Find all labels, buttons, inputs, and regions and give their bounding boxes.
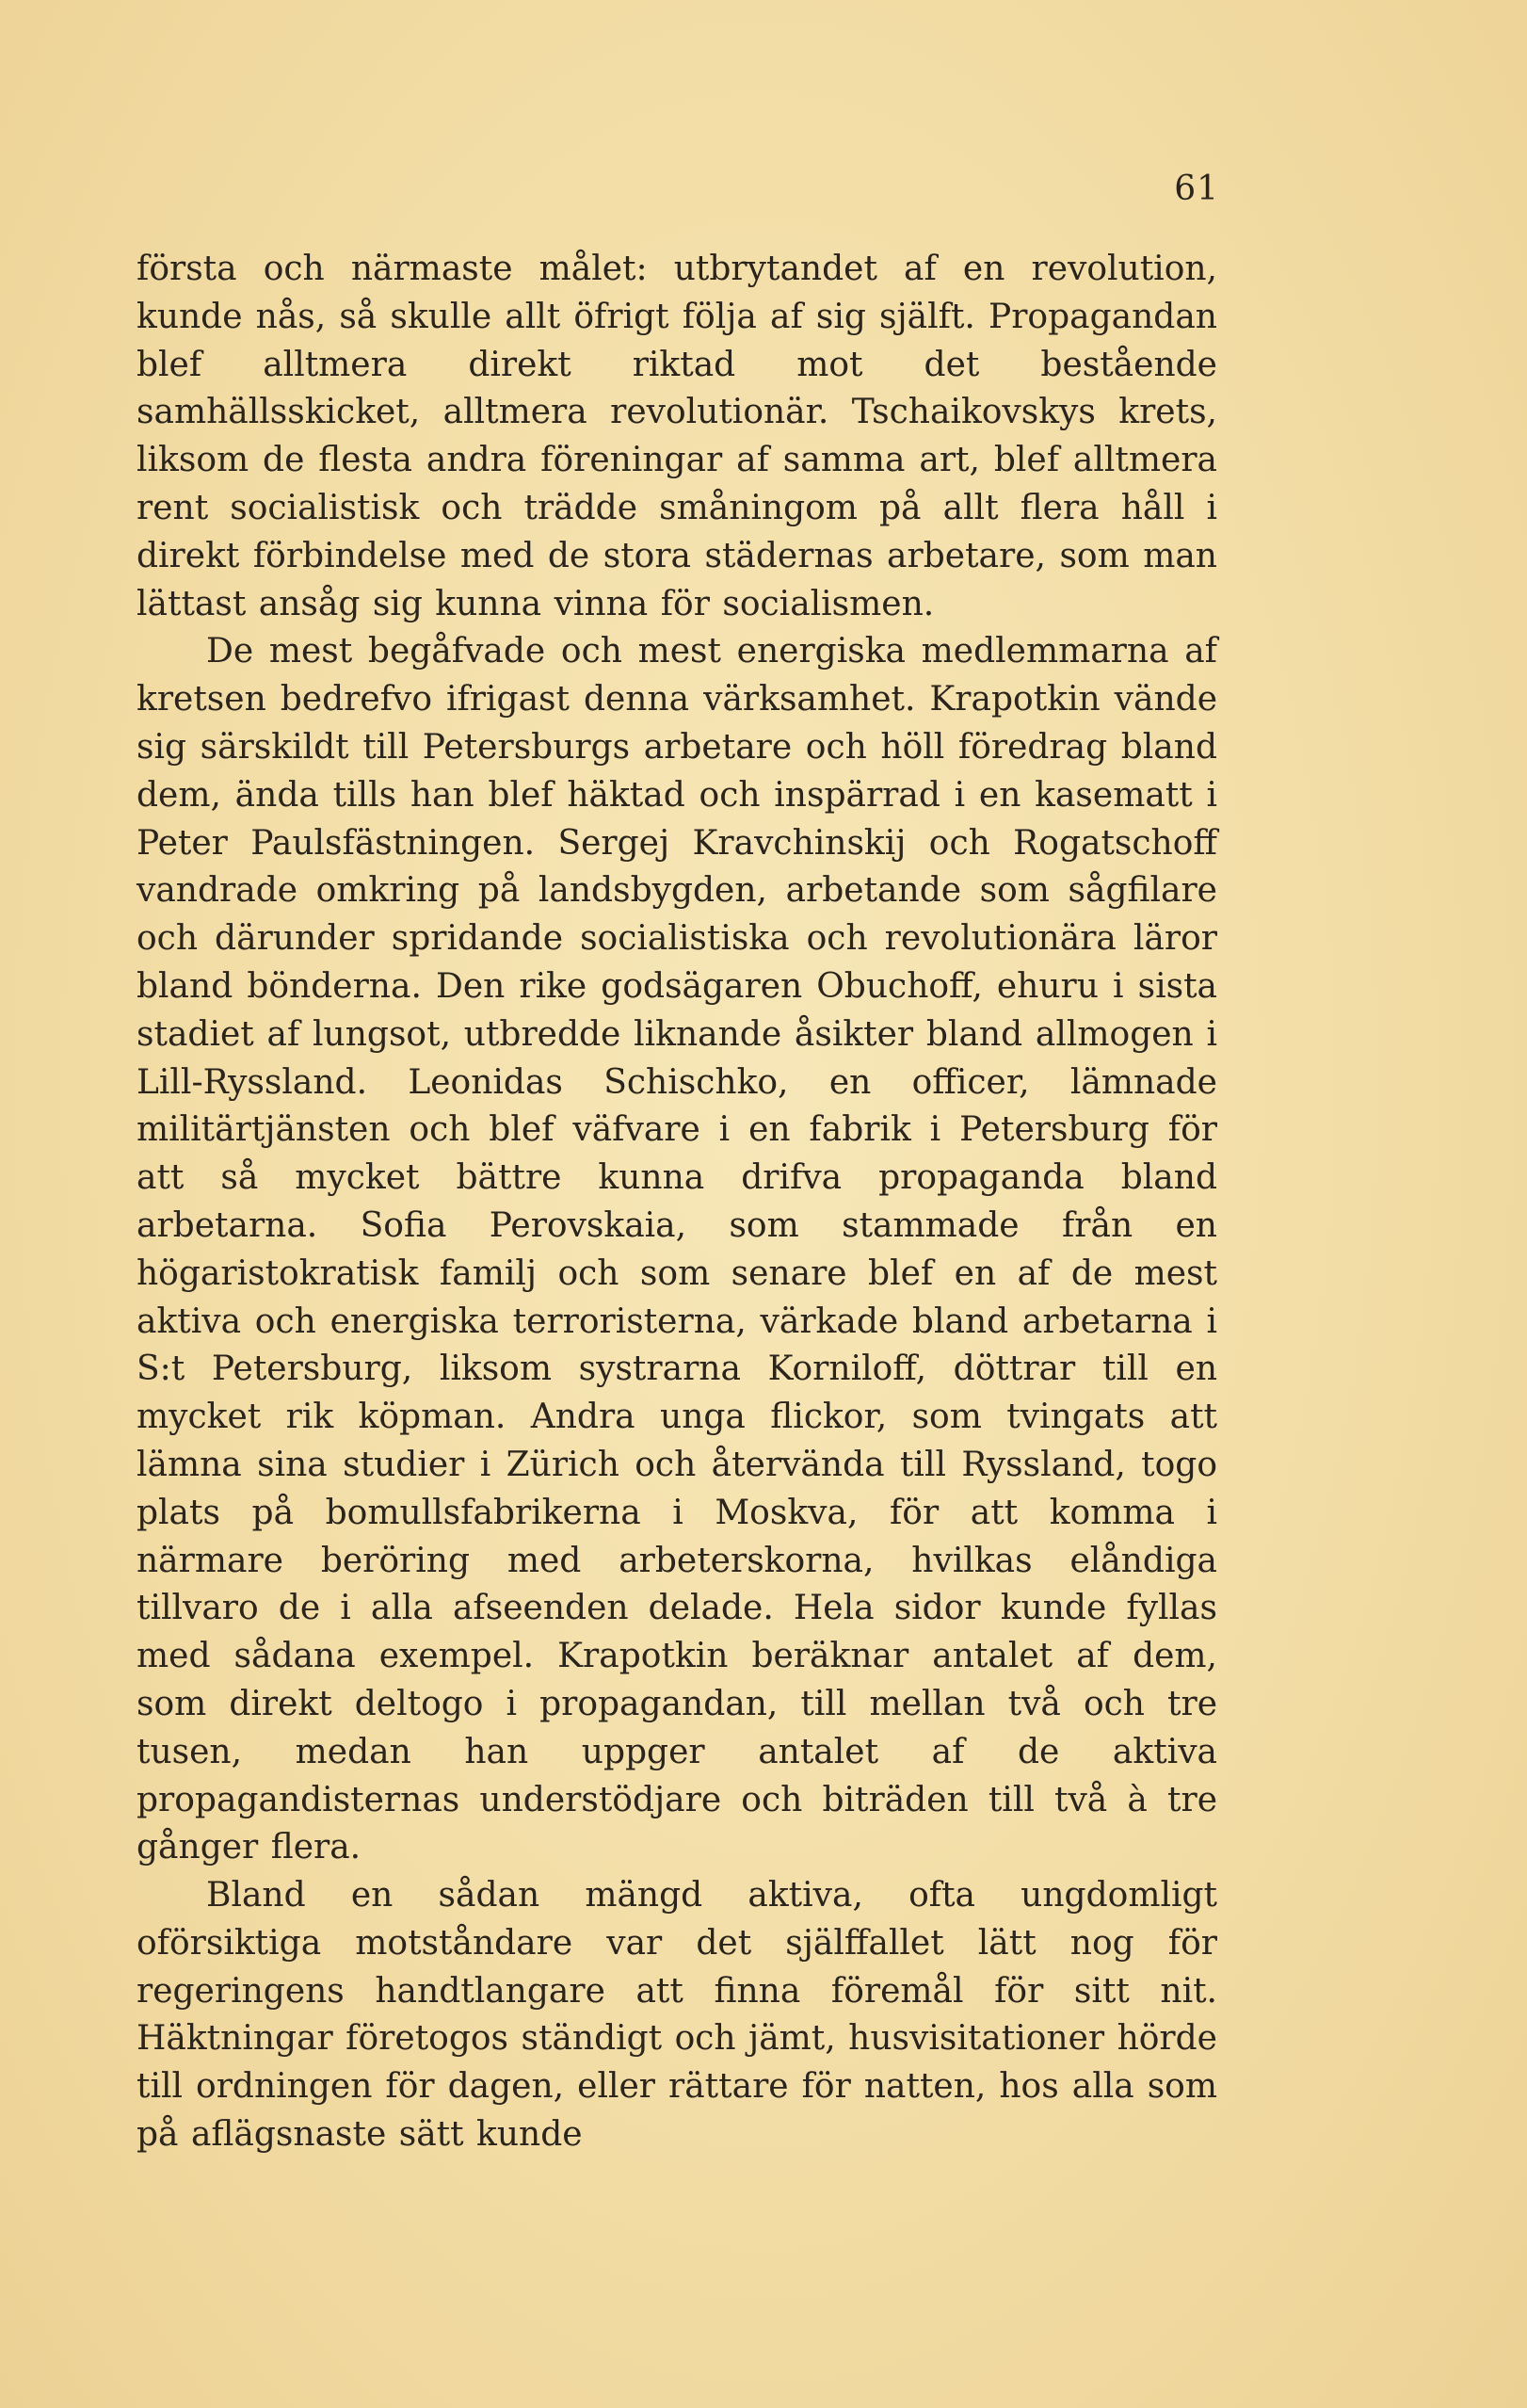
paragraph: Bland en sådan mängd aktiva, ofta ungdomligt oförsiktiga motståndare var det själffallet lätt nog för regeringens handtlangare att finna föremål för sitt nit. Häktningar företogos ständigt och jämt, husvisitationer hörde till ordningen för dagen, eller rättare för natten, hos alla som på aflägsnaste sätt kunde [137,1876,1217,2155]
paragraph: De mest begåfvade och mest energiska medlemmarna af kretsen bedrefvo ifrigast denna värksamhet. Krapotkin vände sig särskildt till Petersburgs arbetare och höll föredrag bland dem, ända tills han blef häktad och inspärrad i en kasematt i Peter Paulsfästningen. Sergej Kravchinskij och Rogatschoff vandrade omkring på landsbygden, arbetande som sågfilare och därunder spridande socialistiska och revolutionära läror bland bönderna. Den rike godsägaren Obuchoff, ehuru i sista stadiet af lungsot, utbredde liknande åsikter bland allmogen i Lill-Ryssland. Leonidas Schischko, en officer, lämnade militärtjänsten och blef väfvare i en fabrik i Petersburg för att så mycket bättre kunna drifva propaganda bland arbetarna. Sofia Perovskaia, som stammade från en högaristokratisk familj och som senare blef en af de mest aktiva och energiska terroristerna, värkade bland arbetarna i S:t Petersburg, liksom systrarna Korniloff, döttrar till en mycket rik köpman. Andra unga flickor, som tvingats att lämna sina studier i Zürich och återvända till Ryssland, togo plats på bomullsfabrikerna i Moskva, för att komma i närmare beröring med arbeterskorna, hvilkas elåndiga tillvaro de i alla afseenden delade. Hela sidor kunde fyllas med sådana exempel. Krapotkin beräknar antalet af dem, som direkt deltogo i propagandan, till mellan två och tre tusen, medan han uppger antalet af de aktiva propagandisternas understödjare och biträden till två à tre gånger flera. [137,632,1217,1867]
page-number: 61 [1174,170,1219,208]
body-text [137,246,1217,2159]
paragraph: första och närmaste målet: utbrytandet af en revolution, kunde nås, så skulle allt öfrigt följa af sig själft. Propagandan blef alltmera direkt riktad mot det bestående samhällsskicket, alltmera revolutionär. Tschaikovskys krets, liksom de flesta andra föreningar af samma art, blef alltmera rent socialistisk och trädde småningom på allt flera håll i direkt förbindelse med de stora städernas arbetare, som man lättast ansåg sig kunna vinna för socialismen. [137,250,1217,623]
